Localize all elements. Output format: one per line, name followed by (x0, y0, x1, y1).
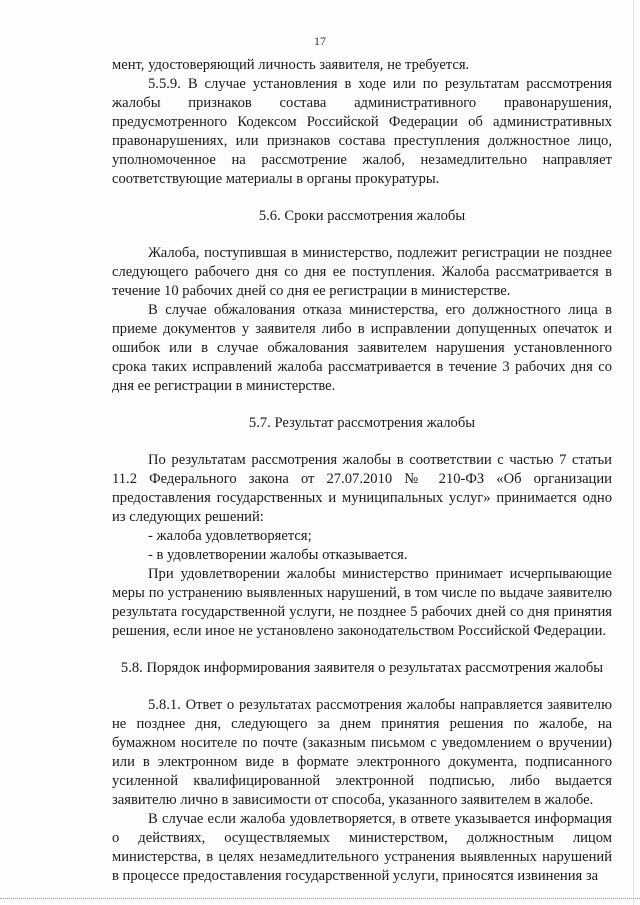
section-heading-5-8: 5.8. Порядок информирования заявителя о результатах рассмотрения жалобы (120, 660, 604, 676)
document-body (112, 56, 612, 886)
paragraph-registration-term: Жалоба, поступившая в министерство, подлежит регистрации не позднее следующего рабочего дня со дня ее поступления. Жалоба рассматривается в течение 10 рабочих дней со дня ее регистрации в министерстве. (112, 245, 612, 299)
paragraph-continuation: мент, удостоверяющий личность заявителя, не требуется. (112, 57, 470, 73)
scan-edge-line (633, 0, 634, 905)
list-item-satisfied: - жалоба удовлетворяется; (148, 528, 312, 544)
paragraph-satisfied-response: В случае если жалоба удовлетворяется, в ответе указывается информация о действиях, осуществляемых министерством, должностным лицом министерства, в целях незамедлительного устранения выявленных нарушений в процессе предоставления государственной услуги, приносятся извинения за (112, 811, 612, 884)
section-heading-5-6: 5.6. Сроки рассмотрения жалобы (258, 208, 466, 224)
list-item-refused: - в удовлетворении жалобы отказывается. (148, 547, 408, 563)
scan-bottom-edge (0, 898, 640, 899)
paragraph-5-5-9: 5.5.9. В случае установления в ходе или по результатам рассмотрения жалобы признаков состава административного правонарушения, предусмотренного Кодексом Российской Федерации об административных правонарушениях, или признаков состава преступления должностное лицо, уполномоченное на рассмотрение жалоб, незамедлительно направляет соответствующие материалы в органы прокуратуры. (112, 76, 612, 187)
paragraph-refusal-appeal-term: В случае обжалования отказа министерства, его должностного лица в приеме документов у заявителя либо в исправлении допущенных опечаток и ошибок или в случае обжалования заявителем нарушения установленного срока таких исправлений жалоба рассматривается в течение 3 рабочих дня со дня ее регистрации в министерстве. (112, 302, 612, 394)
section-heading-5-7: 5.7. Результат рассмотрения жалобы (248, 415, 476, 431)
paragraph-remedy-measures: При удовлетворении жалобы министерство принимает исчерпывающие меры по устранению выявленных нарушений, в том числе по выдаче заявителю результата государственной услуги, не позднее 5 рабочих дней со дня принятия решения, если иное не установлено законодательством Российской Федерации. (112, 566, 612, 639)
paragraph-decision-basis: По результатам рассмотрения жалобы в соответствии с частью 7 статьи 11.2 Федерального закона от 27.07.2010 № 210-ФЗ «Об организации предоставления государственных и муниципальных услуг» принимается одно из следующих решений: (112, 452, 612, 525)
page-number: 17 (314, 34, 326, 48)
paragraph-5-8-1: 5.8.1. Ответ о результатах рассмотрения жалобы направляется заявителю не позднее дня, следующего за днем принятия решения по жалобе, на бумажном носителе по почте (заказным письмом с уведомлением о вручении) или в электронном виде в формате электронного документа, подписанного усиленной квалифицированной электронной подписью, либо выдается заявителю лично в зависимости от способа, указанного заявителем в жалобе. (112, 697, 612, 808)
